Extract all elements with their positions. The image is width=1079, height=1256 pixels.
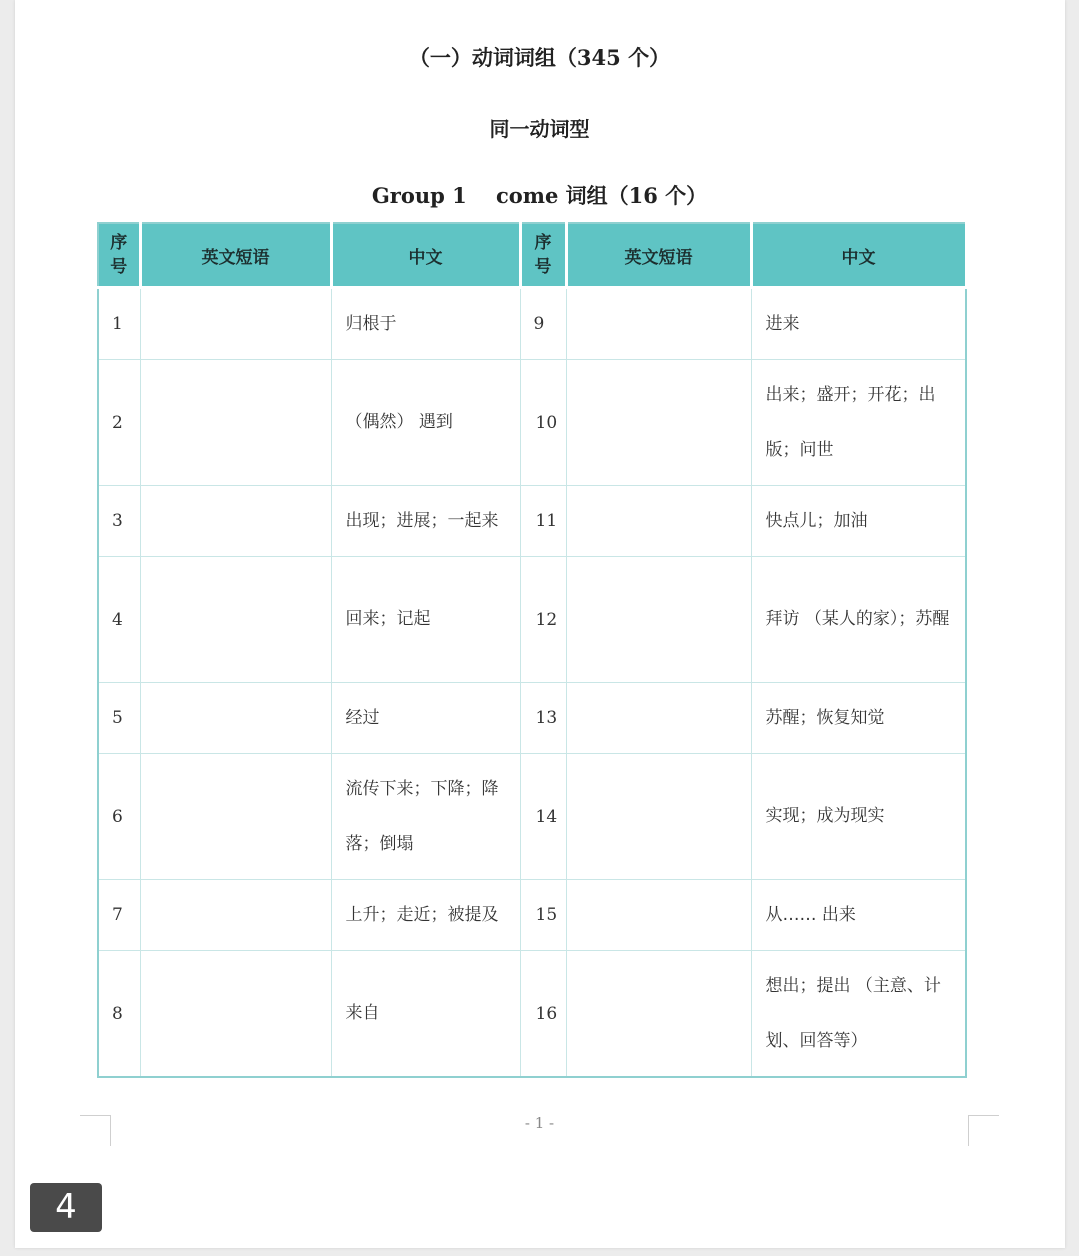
phrase-table xyxy=(97,222,968,1078)
chinese-meaning-cell: 流传下来；下降；降落；倒塌 xyxy=(331,754,520,880)
english-phrase-cell xyxy=(566,557,751,683)
english-phrase-cell xyxy=(140,557,331,683)
chinese-meaning-cell: 进来 xyxy=(751,288,966,360)
row-index: 7 xyxy=(98,880,140,951)
chinese-meaning-cell: 来自 xyxy=(331,951,520,1078)
row-index: 12 xyxy=(520,557,566,683)
row-index: 4 xyxy=(98,557,140,683)
header-index-1: 序 号 xyxy=(98,223,140,288)
chinese-meaning-cell: 实现；成为现实 xyxy=(751,754,966,880)
row-index: 3 xyxy=(98,486,140,557)
chinese-meaning-cell: 快点儿；加油 xyxy=(751,486,966,557)
header-english-2: 英文短语 xyxy=(566,223,751,288)
row-index: 11 xyxy=(520,486,566,557)
chinese-meaning-cell: （偶然） 遇到 xyxy=(331,360,520,486)
page-number: - 1 - xyxy=(524,1114,555,1132)
table-row xyxy=(98,754,966,880)
english-phrase-cell xyxy=(566,486,751,557)
table-header-row xyxy=(98,223,966,288)
chinese-meaning-cell: 出来；盛开；开花；出版；问世 xyxy=(751,360,966,486)
chinese-meaning-cell: 归根于 xyxy=(331,288,520,360)
header-chinese-2: 中文 xyxy=(751,223,966,288)
table-row xyxy=(98,360,966,486)
english-phrase-cell xyxy=(140,360,331,486)
chinese-meaning-cell: 想出；提出 （主意、计划、回答等） xyxy=(751,951,966,1078)
chinese-meaning-cell: 出现；进展；一起来 xyxy=(331,486,520,557)
english-phrase-cell xyxy=(566,880,751,951)
row-index: 9 xyxy=(520,288,566,360)
row-index: 15 xyxy=(520,880,566,951)
english-phrase-cell xyxy=(566,754,751,880)
table-row xyxy=(98,951,966,1078)
english-phrase-cell xyxy=(140,951,331,1078)
english-phrase-cell xyxy=(566,360,751,486)
english-phrase-cell xyxy=(140,754,331,880)
english-phrase-cell xyxy=(566,951,751,1078)
table-row xyxy=(98,288,966,360)
table-row xyxy=(98,880,966,951)
row-index: 14 xyxy=(520,754,566,880)
section-title: （一）动词词组（345 个） xyxy=(408,45,671,70)
header-english-1: 英文短语 xyxy=(140,223,331,288)
header-index-2: 序 号 xyxy=(520,223,566,288)
english-phrase-cell xyxy=(566,288,751,360)
row-index: 5 xyxy=(98,683,140,754)
chinese-meaning-cell: 经过 xyxy=(331,683,520,754)
row-index: 6 xyxy=(98,754,140,880)
subsection-title: 同一动词型 xyxy=(489,117,590,141)
english-phrase-cell xyxy=(140,288,331,360)
row-index: 2 xyxy=(98,360,140,486)
page-indicator-badge[interactable]: 4 xyxy=(30,1183,102,1232)
row-index: 16 xyxy=(520,951,566,1078)
english-phrase-cell xyxy=(140,486,331,557)
table-row xyxy=(98,683,966,754)
english-phrase-cell xyxy=(140,683,331,754)
english-phrase-cell xyxy=(140,880,331,951)
chinese-meaning-cell: 回来；记起 xyxy=(331,557,520,683)
row-index: 13 xyxy=(520,683,566,754)
row-index: 1 xyxy=(98,288,140,360)
table-row xyxy=(98,557,966,683)
chinese-meaning-cell: 上升；走近；被提及 xyxy=(331,880,520,951)
table-row xyxy=(98,486,966,557)
group-title: Group 1 come 词组（16 个） xyxy=(371,183,708,208)
chinese-meaning-cell: 从…… 出来 xyxy=(751,880,966,951)
english-phrase-cell xyxy=(566,683,751,754)
chinese-meaning-cell: 苏醒；恢复知觉 xyxy=(751,683,966,754)
row-index: 10 xyxy=(520,360,566,486)
chinese-meaning-cell: 拜访 （某人的家）；苏醒 xyxy=(751,557,966,683)
header-chinese-1: 中文 xyxy=(331,223,520,288)
row-index: 8 xyxy=(98,951,140,1078)
